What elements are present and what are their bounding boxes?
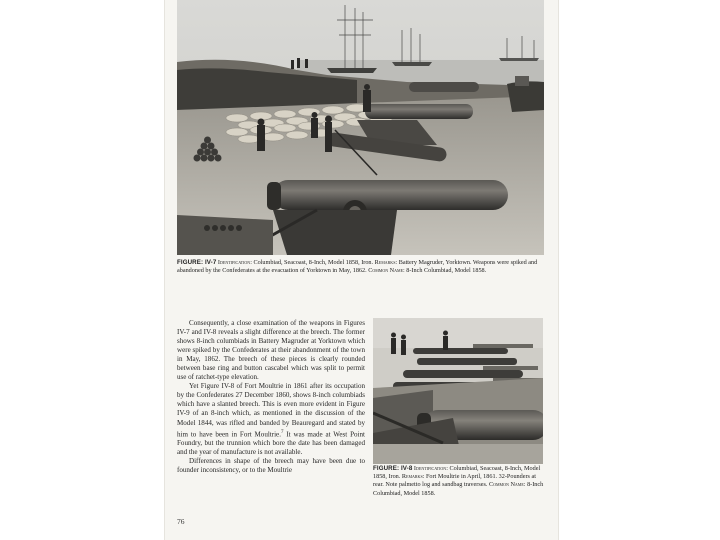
identification-text: Columbiad, Seacoast, 8-Inch, Model 1858, Iron. — [251, 259, 374, 266]
remarks-text: Battery Magruder, Yorktown. Weapons were spiked and abandoned by the Confederates at the evacuation of Yorktown in May, 1862. — [177, 259, 538, 275]
identification-text: Columbiad, Seacoast, 8-Inch, Model 1858, Iron. — [373, 465, 541, 481]
common-name-text: 8-Inch Columbiad, Model 1858. — [404, 267, 487, 275]
cannon-photograph-image — [177, 0, 544, 255]
body-paragraph: Consequently, a close examination of the weapons in Figures IV-7 and IV-8 reveals a slight difference at the breech. The former shows 8-inch columbiads in Battery Magruder at Yorktown which were spiked by the Confederates at their abandonment of the town in May, 1862. The breech of these pieces is clearly rounded between base ring and button cascabel which was split to permit use of ratchet-type elevation. — [177, 319, 365, 382]
remarks-text: Fort Moultrie in April, 1861. 32-Pounders at rear. Note palmetto log and sandbag traverses. — [373, 473, 536, 489]
figure-label: FIGURE: IV-7 — [177, 259, 217, 266]
common-name-label: Common Name: — [488, 481, 526, 489]
figure-label: FIGURE: IV-8 — [373, 465, 413, 472]
figure-iv-7-caption — [177, 259, 547, 275]
common-name-text: 8-Inch Columbiad, Model 1858. — [373, 481, 544, 497]
remarks-label: Remarks: — [401, 473, 425, 481]
photo-battery-magruder — [177, 0, 544, 255]
paragraph-text: It was made at West Point Foundry, but the trunnion which bore the date has been damaged and the year of manufacture is not available. — [177, 429, 365, 456]
photo-fort-moultrie — [373, 318, 543, 464]
body-paragraph — [177, 382, 365, 457]
cannon-photograph-image — [373, 318, 543, 464]
body-paragraph: Differences in shape of the breech may have been due to founder inconsistency, or to the Moultrie — [177, 457, 365, 475]
identification-label: Identification: — [217, 259, 252, 266]
footnote-marker: 7 — [280, 429, 284, 435]
page-number: 76 — [177, 517, 185, 526]
common-name-label: Common Name: — [368, 267, 405, 275]
identification-label: Identification: — [413, 465, 448, 472]
remarks-label: Remarks: — [374, 259, 398, 266]
book-page — [165, 0, 558, 540]
body-text-column — [177, 319, 365, 475]
figure-iv-8-caption — [373, 465, 547, 498]
paragraph-text: Yet Figure IV-8 of Fort Moultrie in 1861 after its occupation by the Confederates 27 December 1860, shows 8-inch columbiads which have a slanted breech. This is even more evident in Figure IV-9 of an 8-inch which, as mentioned in the discussion of the Model 1844, was rifled and banded by Beauregard and stated by him to have been in Fort Moultrie. — [177, 382, 365, 438]
